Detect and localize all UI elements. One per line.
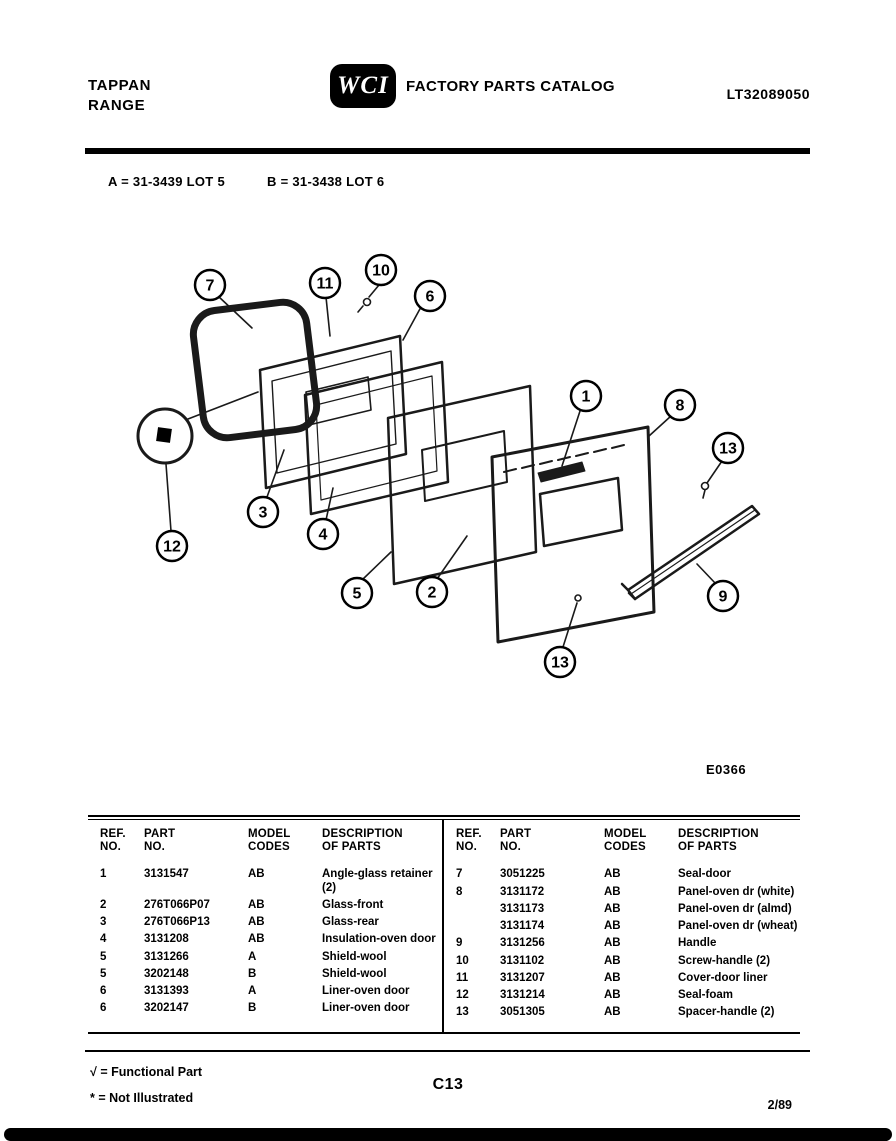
svg-text:11: 11 bbox=[316, 275, 334, 293]
model-codes: AB bbox=[604, 937, 621, 950]
part-description: Panel-oven dr (wheat) bbox=[678, 920, 798, 933]
model-codes: A bbox=[248, 950, 257, 963]
callout-5 bbox=[342, 578, 372, 608]
part-number: 3131393 bbox=[144, 984, 189, 997]
model-codes: AB bbox=[604, 1006, 621, 1019]
model-codes: AB bbox=[604, 954, 621, 967]
part-ref: 5 bbox=[100, 967, 107, 980]
figure-code: E0366 bbox=[706, 762, 747, 777]
svg-text:1: 1 bbox=[581, 388, 591, 406]
model-codes: AB bbox=[604, 920, 621, 933]
part-description: Panel-oven dr (white) bbox=[678, 885, 795, 898]
svg-text:2: 2 bbox=[427, 584, 437, 602]
part-ref: 1 bbox=[100, 868, 107, 881]
model-codes: AB bbox=[248, 916, 265, 929]
part-number: 3131214 bbox=[500, 988, 545, 1001]
document-number: LT32089050 bbox=[726, 86, 810, 102]
part-ref: 8 bbox=[456, 885, 463, 898]
legend-block bbox=[90, 1060, 202, 1111]
brand-line1: TAPPAN bbox=[88, 77, 152, 94]
date-code: 2/89 bbox=[767, 1098, 792, 1112]
model-codes: AB bbox=[604, 868, 621, 881]
svg-text:10: 10 bbox=[372, 262, 390, 280]
model-codes: AB bbox=[604, 988, 621, 1001]
part-ref: 2 bbox=[100, 898, 107, 911]
svg-text:5: 5 bbox=[352, 585, 362, 603]
part-description: Screw-handle (2) bbox=[678, 954, 771, 967]
part-number: 3131208 bbox=[144, 933, 189, 946]
col-header-part: PART NO. bbox=[144, 828, 176, 854]
model-codes: AB bbox=[248, 868, 265, 881]
callout-4 bbox=[308, 519, 338, 549]
model-codes: B bbox=[248, 1002, 257, 1015]
catalog-title: FACTORY PARTS CATALOG bbox=[406, 77, 615, 95]
parts-table-left bbox=[88, 820, 444, 1032]
part-description: Glass-rear bbox=[322, 916, 379, 929]
callout-12 bbox=[157, 531, 187, 561]
svg-text:4: 4 bbox=[318, 526, 328, 544]
model-codes: AB bbox=[604, 902, 621, 915]
part-description: Liner-oven door bbox=[322, 984, 410, 997]
brand-line2: RANGE bbox=[88, 97, 146, 115]
footer-rule bbox=[85, 1050, 810, 1052]
col-header-part: PART NO. bbox=[500, 828, 532, 854]
part-number: 3131256 bbox=[500, 937, 545, 950]
part-ref: 5 bbox=[100, 950, 107, 963]
legend-functional-part: √ = Functional Part bbox=[90, 1065, 203, 1079]
part-description: Angle-glass retainer (2) bbox=[322, 868, 433, 894]
door-outer-panel bbox=[492, 427, 654, 642]
exploded-view-diagram bbox=[100, 240, 780, 710]
col-header-ref: REF. NO. bbox=[100, 828, 126, 854]
svg-text:7: 7 bbox=[205, 277, 215, 295]
callout-1 bbox=[571, 381, 601, 411]
parts-table-right bbox=[444, 820, 800, 1032]
part-number: 3131207 bbox=[500, 971, 545, 984]
spacer-screw-top bbox=[702, 483, 709, 499]
part-number: 276T066P13 bbox=[144, 916, 210, 929]
part-description: Shield-wool bbox=[322, 967, 387, 980]
svg-text:13: 13 bbox=[551, 654, 569, 672]
model-codes: AB bbox=[604, 885, 621, 898]
part-ref: 12 bbox=[456, 988, 469, 1001]
part-ref: 10 bbox=[456, 954, 469, 967]
part-number: 3131266 bbox=[144, 950, 189, 963]
col-header-model: MODEL CODES bbox=[604, 828, 647, 854]
model-a: A = 31-3439 LOT 5 bbox=[108, 174, 225, 189]
header-rule bbox=[85, 148, 810, 154]
seal-foam-detail bbox=[138, 409, 192, 463]
handle-bar bbox=[622, 506, 759, 599]
callout-8 bbox=[665, 390, 695, 420]
page-code: C13 bbox=[432, 1076, 464, 1093]
part-description: Handle bbox=[678, 937, 717, 950]
col-header-ref: REF. NO. bbox=[456, 828, 482, 854]
svg-text:12: 12 bbox=[163, 538, 181, 556]
part-description: Panel-oven dr (almd) bbox=[678, 902, 792, 915]
svg-text:6: 6 bbox=[425, 288, 435, 306]
liner-panel bbox=[388, 386, 536, 584]
part-ref bbox=[456, 920, 492, 933]
part-number: 276T066P07 bbox=[144, 898, 210, 911]
part-ref: 13 bbox=[456, 1006, 469, 1019]
catalog-title-block bbox=[330, 64, 615, 108]
door-window bbox=[540, 478, 622, 546]
part-description: Cover-door liner bbox=[678, 971, 768, 984]
insulation-inner bbox=[316, 376, 437, 500]
callout-2 bbox=[417, 577, 447, 607]
model-codes: AB bbox=[604, 971, 621, 984]
part-ref: 6 bbox=[100, 1002, 107, 1015]
callout-7 bbox=[195, 270, 225, 300]
bottom-scan-bar bbox=[4, 1128, 892, 1141]
callout-3 bbox=[248, 497, 278, 527]
part-ref: 4 bbox=[100, 933, 107, 946]
part-ref: 7 bbox=[456, 868, 463, 881]
callout-13 bbox=[713, 433, 743, 463]
part-description: Insulation-oven door bbox=[322, 933, 436, 946]
part-number: 3131102 bbox=[500, 954, 545, 967]
spacer-screw-bottom bbox=[575, 595, 581, 601]
callout-11 bbox=[310, 268, 340, 298]
part-number: 3131173 bbox=[500, 902, 545, 915]
part-ref: 6 bbox=[100, 984, 107, 997]
glass-front-panel bbox=[260, 336, 406, 488]
part-ref: 3 bbox=[100, 916, 107, 929]
part-description: Seal-foam bbox=[678, 988, 733, 1001]
part-description: Glass-front bbox=[322, 898, 384, 911]
part-description: Spacer-handle (2) bbox=[678, 1006, 775, 1019]
models-line bbox=[108, 174, 426, 189]
callout-10 bbox=[366, 255, 396, 285]
legend-not-illustrated: * = Not Illustrated bbox=[90, 1090, 194, 1105]
part-description: Liner-oven door bbox=[322, 1002, 410, 1015]
part-number: 3202148 bbox=[144, 967, 189, 980]
part-number: 3131174 bbox=[500, 920, 545, 933]
svg-text:8: 8 bbox=[675, 397, 685, 415]
part-number: 3131172 bbox=[500, 885, 545, 898]
part-number: 3051305 bbox=[500, 1006, 545, 1019]
model-codes: AB bbox=[248, 933, 265, 946]
part-ref bbox=[456, 903, 492, 916]
callout-13 bbox=[545, 647, 575, 677]
glass-frame-inner bbox=[272, 351, 396, 473]
svg-text:9: 9 bbox=[718, 588, 728, 606]
svg-text:3: 3 bbox=[258, 504, 268, 522]
model-b: B = 31-3438 LOT 6 bbox=[266, 174, 385, 189]
col-header-model: MODEL CODES bbox=[248, 828, 291, 854]
col-header-description: DESCRIPTION OF PARTS bbox=[322, 828, 403, 854]
part-description: Seal-door bbox=[678, 868, 732, 881]
handle-screw bbox=[358, 299, 371, 313]
insulation-panel bbox=[305, 362, 448, 514]
door-seal bbox=[191, 300, 320, 441]
model-codes: AB bbox=[248, 898, 265, 911]
part-ref: 9 bbox=[456, 937, 463, 950]
callout-layer bbox=[157, 255, 743, 677]
brand-block bbox=[88, 76, 151, 117]
model-codes: A bbox=[248, 984, 257, 997]
diagram-area bbox=[100, 240, 780, 710]
model-codes: B bbox=[248, 967, 257, 980]
part-number: 3051225 bbox=[500, 868, 545, 881]
part-description: Shield-wool bbox=[322, 950, 387, 963]
wci-logo: WCI bbox=[330, 64, 396, 108]
parts-table bbox=[88, 815, 800, 1034]
svg-text:13: 13 bbox=[719, 440, 737, 458]
callout-6 bbox=[415, 281, 445, 311]
callout-9 bbox=[708, 581, 738, 611]
col-header-description: DESCRIPTION OF PARTS bbox=[678, 828, 759, 854]
part-number: 3202147 bbox=[144, 1002, 189, 1015]
part-number: 3131547 bbox=[144, 868, 189, 881]
part-ref: 11 bbox=[456, 971, 469, 984]
